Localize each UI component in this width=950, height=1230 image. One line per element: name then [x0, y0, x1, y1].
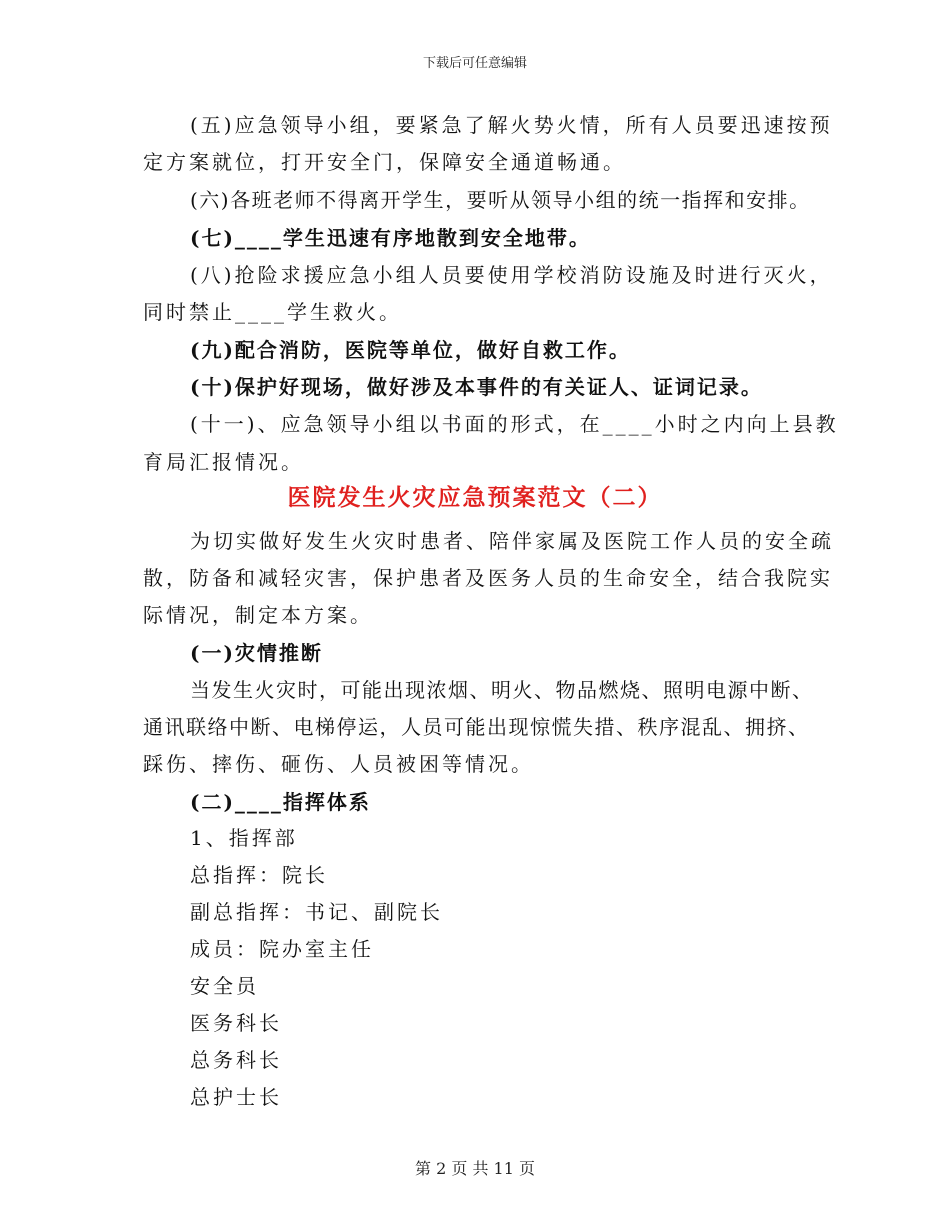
list-item-commander: 总指挥：院长 — [190, 863, 328, 887]
heading-disaster-assessment: (一)灾情推断 — [190, 641, 323, 665]
intro-line-3: 际情况，制定本方案。 — [143, 603, 373, 627]
intro-line-2: 散，防备和减轻灾害，保护患者及医务人员的生命安全，结合我院实 — [143, 566, 833, 590]
page-header: 下载后可任意编辑 — [422, 56, 527, 71]
list-item-medical-chief: 医务科长 — [190, 1011, 282, 1035]
item-5-line-2: 定方案就位，打开安全门，保障安全通道畅通。 — [143, 150, 626, 174]
list-item-general-affairs-chief: 总务科长 — [190, 1048, 282, 1072]
item-10: (十)保护好现场，做好涉及本事件的有关证人、证词记录。 — [190, 375, 763, 399]
page-footer: 第 2 页 共 11 页 — [415, 1159, 535, 1178]
item-6: (六)各班老师不得离开学生，要听从领导小组的统一指挥和安排。 — [190, 188, 811, 212]
item-11-line-2: 育局汇报情况。 — [143, 450, 304, 474]
para1-line-1: 当发生火灾时，可能出现浓烟、明火、物品燃烧、照明电源中断、 — [190, 678, 814, 702]
list-item-head-nurse: 总护士长 — [190, 1085, 282, 1109]
section-title: 医院发生火灾应急预案范文（二） — [287, 484, 663, 511]
list-item-command-center: 1、指挥部 — [190, 826, 298, 850]
heading-command-system: (二)____指挥体系 — [190, 790, 371, 814]
intro-line-1: 为切实做好发生火灾时患者、陪伴家属及医院工作人员的安全疏 — [190, 529, 834, 553]
item-5-line-1: (五)应急领导小组，要紧急了解火势火情，所有人员要迅速按预 — [190, 113, 833, 137]
list-item-safety-officer: 安全员 — [190, 974, 259, 998]
item-8-line-2: 同时禁止____学生救火。 — [143, 300, 402, 324]
item-9: (九)配合消防，医院等单位，做好自救工作。 — [190, 338, 631, 362]
para1-line-2: 通讯联络中断、电梯停运，人员可能出现惊慌失措、秩序混乱、拥挤、 — [143, 715, 810, 739]
item-8-line-1: (八)抢险求援应急小组人员要使用学校消防设施及时进行灭火， — [190, 263, 833, 287]
item-11-line-1: (十一)、应急领导小组以书面的形式，在____小时之内向上县教 — [190, 412, 839, 436]
para1-line-3: 踩伤、摔伤、砸伤、人员被困等情况。 — [143, 752, 534, 776]
list-item-deputy-commander: 副总指挥：书记、副院长 — [190, 900, 443, 924]
item-7: (七)____学生迅速有序地散到安全地带。 — [190, 226, 591, 250]
list-item-members: 成员：院办室主任 — [190, 937, 374, 961]
